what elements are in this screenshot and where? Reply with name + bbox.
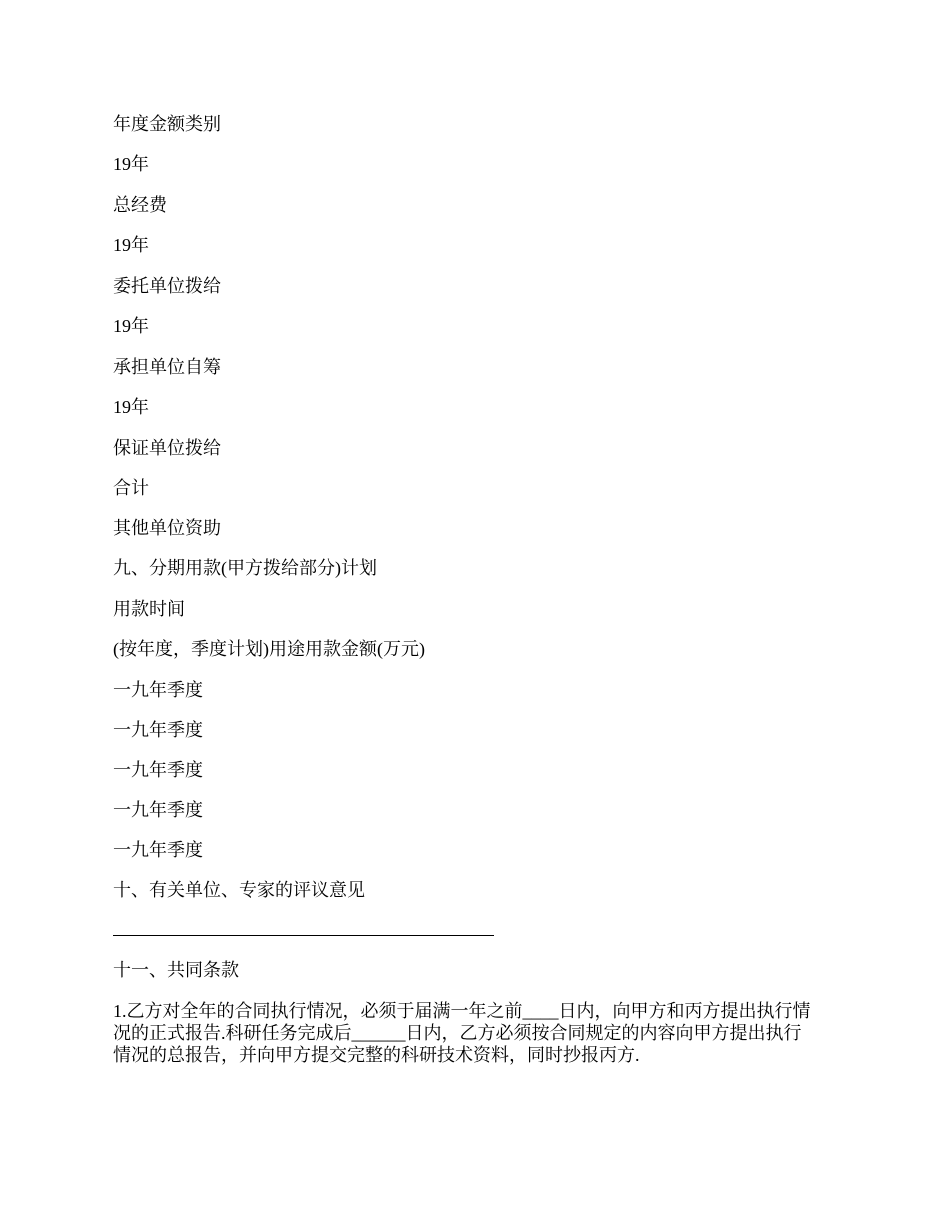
- quarter-row: 一九年季度: [113, 840, 203, 860]
- total-label: 合计: [113, 478, 149, 498]
- year-label: 19年: [113, 316, 149, 336]
- total-funding-label: 总经费: [113, 195, 167, 215]
- year-label: 19年: [113, 235, 149, 255]
- signature-rule: [113, 935, 494, 936]
- section-10-heading: 十、有关单位、专家的评议意见: [113, 880, 365, 900]
- payment-plan-columns: (按年度，季度计划)用途用款金额(万元): [113, 639, 425, 659]
- clause-1-line: 况的正式报告.科研任务完成后______日内，乙方必须按合同规定的内容向甲方提出执行: [113, 1023, 802, 1043]
- other-sponsors-label: 其他单位资助: [113, 518, 221, 538]
- section-9-heading: 九、分期用款(甲方拨给部分)计划: [113, 558, 377, 578]
- client-allocation-label: 委托单位拨给: [113, 276, 221, 296]
- self-raised-label: 承担单位自筹: [113, 357, 221, 377]
- year-label: 19年: [113, 154, 149, 174]
- clause-1-line: 1.乙方对全年的合同执行情况，必须于届满一年之前____日内，向甲方和丙方提出执行情: [113, 1001, 811, 1021]
- guarantor-allocation-label: 保证单位拨给: [113, 438, 221, 458]
- table-header-year-amount-category: 年度金额类别: [113, 114, 221, 134]
- clause-1-line: 情况的总报告，并向甲方提交完整的科研技术资料，同时抄报丙方.: [113, 1045, 640, 1065]
- quarter-row: 一九年季度: [113, 720, 203, 740]
- quarter-row: 一九年季度: [113, 680, 203, 700]
- section-11-heading: 十一、共同条款: [113, 960, 239, 980]
- payment-time-label: 用款时间: [113, 599, 185, 619]
- year-label: 19年: [113, 397, 149, 417]
- quarter-row: 一九年季度: [113, 800, 203, 820]
- clause-1-paragraph: [113, 1000, 838, 1066]
- quarter-row: 一九年季度: [113, 760, 203, 780]
